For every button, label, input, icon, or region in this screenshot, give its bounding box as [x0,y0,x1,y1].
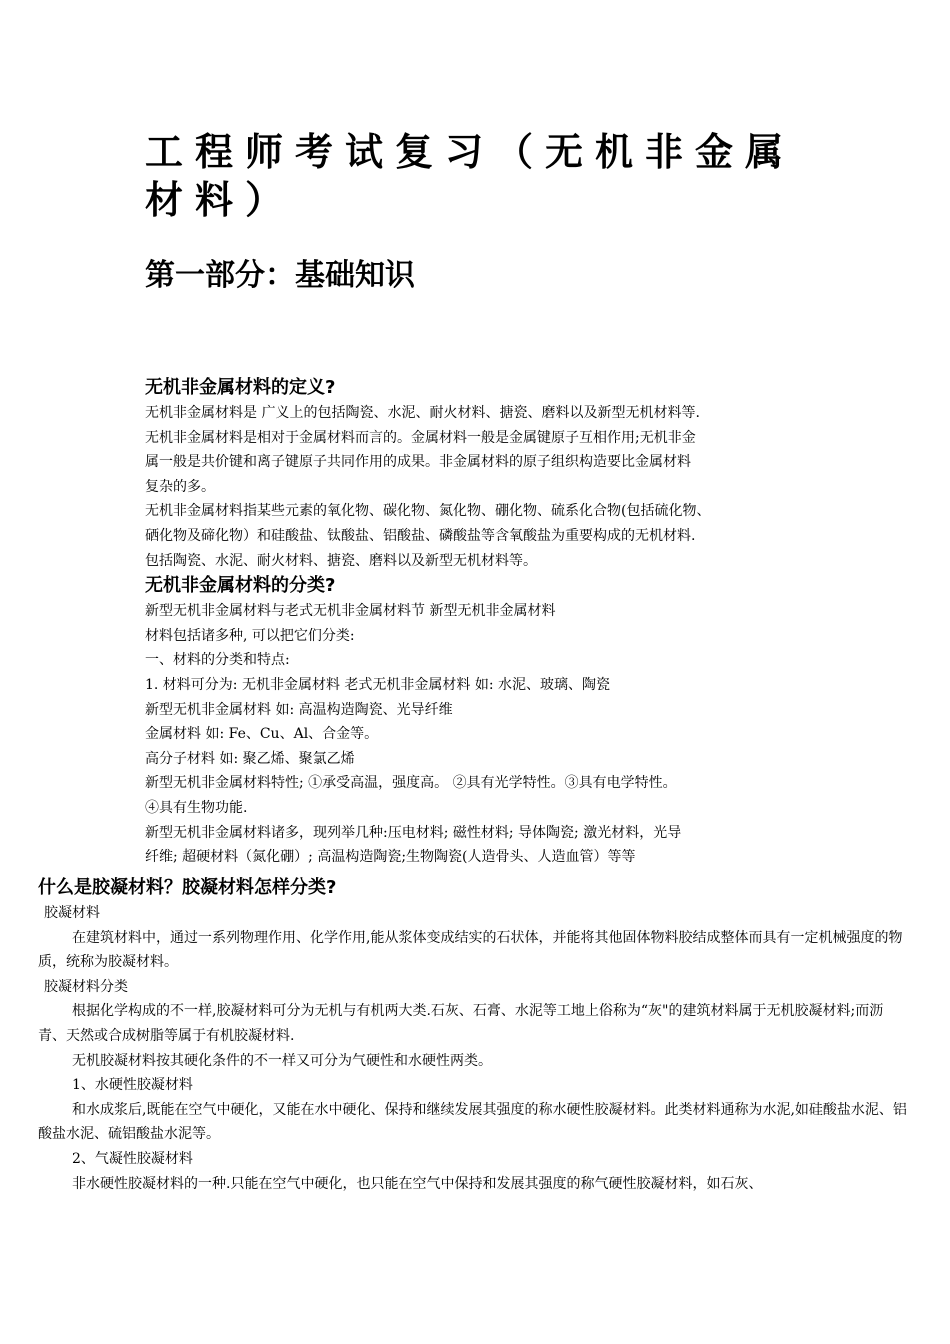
classification-line: ④具有生物功能. [145,799,248,816]
section-cementitious [38,875,908,1196]
classification-line: 新型无机非金属材料与老式无机非金属材料节 新型无机非金属材料 [145,603,556,620]
classification-line: 纤维; 超硬材料（氮化硼）; 高温构造陶瓷;生物陶瓷(人造骨头、人造血管）等等 [145,849,636,866]
classification-paragraph: 根据化学构成的不一样,胶凝材料可分为无机与有机两大类.石灰、石膏、水泥等工地上俗称为“灰"的建筑材料属于无机胶凝材料;而沥青、天然或合成树脂等属于有机胶凝材料. [38,1003,884,1044]
inorganic-paragraph: 无机胶凝材料按其硬化条件的不一样又可分为气硬性和水硬性两类。 [72,1052,492,1069]
definition-line: 无机非金属材料是 广义上的包括陶瓷、水泥、耐火材料、搪瓷、磨料以及新型无机材料等. [145,405,700,421]
classification-line: 一、材料的分类和特点: [145,652,290,669]
section-materials [145,375,835,870]
cementitious-classification-label: 胶凝材料分类 [44,978,128,995]
document-title: 工程师考试复习（无机非金属材料） [145,129,796,222]
definition-heading: 无机非金属材料的定义? [145,377,336,398]
air-hardening-paragraph: 非水硬性胶凝材料的一种.只能在空气中硬化，也只能在空气中保持和发展其强度的称气硬性胶凝材料，如石灰、 [72,1175,763,1192]
definition-line: 包括陶瓷、水泥、耐火材料、搪瓷、磨料以及新型无机材料等。 [145,552,537,569]
hydraulic-subheading: 1、水硬性胶凝材料 [72,1077,193,1094]
classification-line: 材料包括诸多种, 可以把它们分类: [145,627,355,644]
classification-line: 高分子材料 如: 聚乙烯、聚氯乙烯 [145,750,355,767]
part-heading: 第一部分：基础知识 [145,258,415,293]
classification-line: 1. 材料可分为: 无机非金属材料 老式无机非金属材料 如: 水泥、玻璃、陶瓷 [145,676,611,693]
hydraulic-paragraph: 和水成浆后,既能在空气中硬化，又能在水中硬化、保持和继续发展其强度的称水硬性胶凝材料。此类材料通称为水泥,如硅酸盐水泥、铝酸盐水泥、硫铝酸盐水泥等。 [38,1101,907,1143]
classification-line: 新型无机非金属材料特性; ①承受高温，强度高。 ②具有光学特性。③具有电学特性。 [145,775,677,792]
cementitious-definition: 在建筑材料中，通过一系列物理作用、化学作用,能从浆体变成结实的石状体，并能将其他固体物料胶结成整体而具有一定机械强度的物质，统称为胶凝材料。 [38,929,903,971]
classification-line: 金属材料 如: Fe、Cu、Al、合金等。 [145,726,379,743]
classification-heading: 无机非金属材料的分类? [145,575,336,597]
definition-line: 无机非金属材料指某些元素的氧化物、碳化物、氮化物、硼化物、硫系化合物(包括硫化物、 [145,503,711,520]
definition-line: 硒化物及碲化物）和硅酸盐、钛酸盐、铝酸盐、磷酸盐等含氧酸盐为重要构成的无机材料. [145,527,696,544]
cementitious-heading: 什么是胶凝材料？胶凝材料怎样分类? [38,877,337,898]
definition-line: 无机非金属材料是相对于金属材料而言的。金属材料一般是金属键原子互相作用;无机非金 [145,429,696,446]
definition-line: 复杂的多。 [145,478,215,495]
classification-line: 新型无机非金属材料 如: 高温构造陶瓷、光导纤维 [145,701,453,718]
air-hardening-subheading: 2、气凝性胶凝材料 [72,1150,193,1167]
cementitious-label: 胶凝材料 [44,905,100,921]
classification-line: 新型无机非金属材料诸多，现列举几种:压电材料; 磁性材料; 导体陶瓷; 激光材料，光导 [145,824,682,841]
definition-line: 属一般是共价键和离子键原子共同作用的成果。非金属材料的原子组织构造要比金属材料 [145,454,691,471]
